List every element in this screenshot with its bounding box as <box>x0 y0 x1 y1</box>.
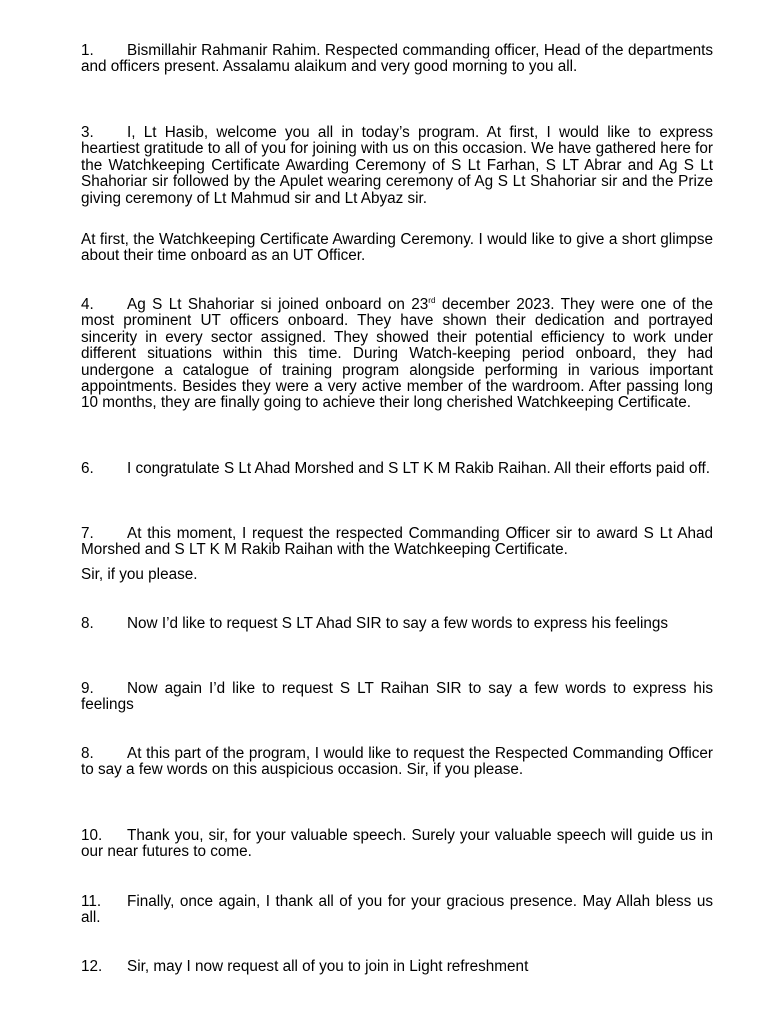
paragraph-number: 8. <box>81 615 94 632</box>
paragraph-12 <box>81 959 713 975</box>
paragraph-number: 10. <box>81 827 103 844</box>
paragraph-3-continuation <box>81 232 713 265</box>
paragraph-number: 1. <box>81 42 94 59</box>
paragraph-4 <box>81 297 713 412</box>
paragraph-text: Finally, once again, I thank all of you for your gracious presence. May Allah bless us all. <box>81 893 713 927</box>
paragraph-number: 11. <box>81 893 102 910</box>
paragraph-number: 6. <box>81 460 94 477</box>
paragraph-text: Sir, if you please. <box>81 566 198 583</box>
paragraph-text-start: Ag S Lt Shahoriar si joined onboard on 23 <box>127 296 429 313</box>
paragraph-1 <box>81 43 713 76</box>
paragraph-number: 12. <box>81 958 103 975</box>
paragraph-text: I, Lt Hasib, welcome you all in today’s program. At first, I would like to express heartiest gratitude to all of you for joining with us on this occasion. We have gathered here for the Watchkeeping Certificate Awarding Ceremony of S Lt Farhan, S LT Abrar and Ag S Lt Shahoriar sir followed by the Apulet wearing ceremony of Ag S Lt Shahoriar sir and the Prize giving ceremony of Lt Mahmud sir and Lt Abyaz sir. <box>81 124 713 207</box>
paragraph-number: 8. <box>81 745 94 762</box>
paragraph-text: Bismillahir Rahmanir Rahim. Respected commanding officer, Head of the departments and officers present. Assalamu alaikum and very good morning to you all. <box>81 42 713 76</box>
paragraph-number: 4. <box>81 296 94 313</box>
paragraph-7 <box>81 526 713 559</box>
paragraph-number: 7. <box>81 525 94 542</box>
paragraph-text: Sir, may I now request all of you to join in Light refreshment <box>127 958 529 975</box>
paragraph-text: Thank you, sir, for your valuable speech. Surely your valuable speech will guide us in our near futures to come. <box>81 827 713 861</box>
paragraph-text: I congratulate S Lt Ahad Morshed and S LT K M Rakib Raihan. All their efforts paid off. <box>127 460 711 477</box>
paragraph-6 <box>81 461 713 477</box>
paragraph-8-second <box>81 746 713 779</box>
paragraph-10 <box>81 828 713 861</box>
paragraph-text: At first, the Watchkeeping Certificate Awarding Ceremony. I would like to give a short glimpse about their time onboard as an UT Officer. <box>81 231 713 265</box>
paragraph-text: Now I’d like to request S LT Ahad SIR to say a few words to express his feelings <box>127 615 669 632</box>
paragraph-text: Now again I’d like to request S LT Raihan SIR to say a few words to express his feelings <box>81 680 713 714</box>
paragraph-number: 9. <box>81 680 94 697</box>
paragraph-9 <box>81 681 713 714</box>
paragraph-7-continuation <box>81 567 713 583</box>
paragraph-text: At this moment, I request the respected Commanding Officer sir to award S Lt Ahad Morshed and S LT K M Rakib Raihan with the Watchkeeping Certificate. <box>81 525 713 559</box>
paragraph-8 <box>81 616 713 632</box>
paragraph-text: At this part of the program, I would like to request the Respected Commanding Officer to say a few words on this auspicious occasion. Sir, if you please. <box>81 745 713 779</box>
paragraph-text-end: december 2023. They were one of the most prominent UT officers onboard. They have shown their dedication and portrayed sincerity in every sector assigned. They showed their potential efficiency to work under different situations within this time. During Watch-keeping period onboard, they had undergone a catalogue of training program alongside performing in various important appointments. Besides they were a very active member of the wardroom. After passing long 10 months, they are finally going to achieve their long cherished Watchkeeping Certificate. <box>81 296 713 412</box>
ordinal-suffix: rd <box>428 296 436 305</box>
paragraph-number: 3. <box>81 124 94 141</box>
paragraph-3 <box>81 125 713 207</box>
paragraph-11 <box>81 894 713 927</box>
